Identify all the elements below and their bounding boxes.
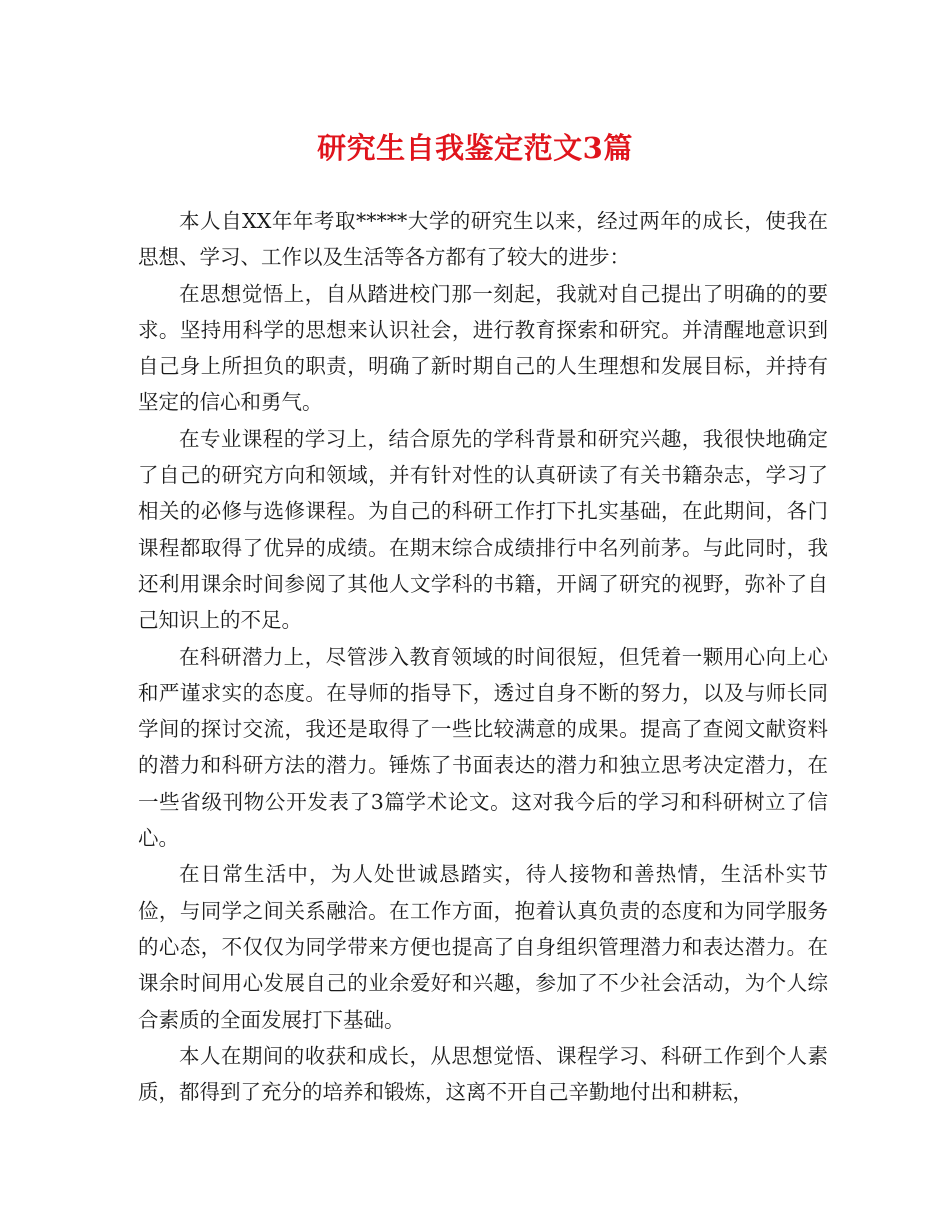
paragraph-study: 在专业课程的学习上，结合原先的学科背景和研究兴趣，我很快地确定了自己的研究方向和领域，并有针对性的认真研读了有关书籍杂志，学习了相关的必修与选修课程。为自己的科研工作打下扎实基础，在此期间，各门课程都取得了优异的成绩。在期末综合成绩排行中名列前茅。与此同时，我还利用课余时间参阅了其他人文学科的书籍，开阔了研究的视野，弥补了自己知识上的不足。 — [138, 426, 828, 633]
document-body — [138, 203, 828, 1110]
paragraph-thought: 在思想觉悟上，自从踏进校门那一刻起，我就对自己提出了明确的的要求。坚持用科学的思想来认识社会，进行教育探索和研究。并清醒地意识到自己身上所担负的职责，明确了新时期自己的人生理想和发展目标，并持有坚定的信心和勇气。 — [138, 281, 828, 415]
document-title: 研究生自我鉴定范文3篇 — [317, 131, 633, 165]
paragraph-research: 在科研潜力上，尽管涉入教育领域的时间很短，但凭着一颗用心向上心和严谨求实的态度。在导师的指导下，透过自身不断的努力，以及与师长同学间的探讨交流，我还是取得了一些比较满意的成果。提高了查阅文献资料的潜力和科研方法的潜力。锤炼了书面表达的潜力和独立思考决定潜力，在一些省级刊物公开发表了3篇学术论文。这对我今后的学习和科研树立了信心。 — [138, 644, 828, 851]
paragraph-summary: 本人在期间的收获和成长，从思想觉悟、课程学习、科研工作到个人素质，都得到了充分的培养和锻炼，这离不开自己辛勤地付出和耕耘， — [138, 1043, 828, 1105]
paragraph-intro: 本人自XX年年考取*****大学的研究生以来，经过两年的成长，使我在思想、学习、工作以及生活等各方都有了较大的进步： — [138, 209, 828, 270]
paragraph-life: 在日常生活中，为人处世诚恳踏实，待人接物和善热情，生活朴实节俭，与同学之间关系融洽。在工作方面，抱着认真负责的态度和为同学服务的心态，不仅仅为同学带来方便也提高了自身组织管理潜力和表达潜力。在课余时间用心发展自己的业余爱好和兴趣，参加了不少社会活动，为个人综合素质的全面发展打下基础。 — [138, 862, 828, 1032]
